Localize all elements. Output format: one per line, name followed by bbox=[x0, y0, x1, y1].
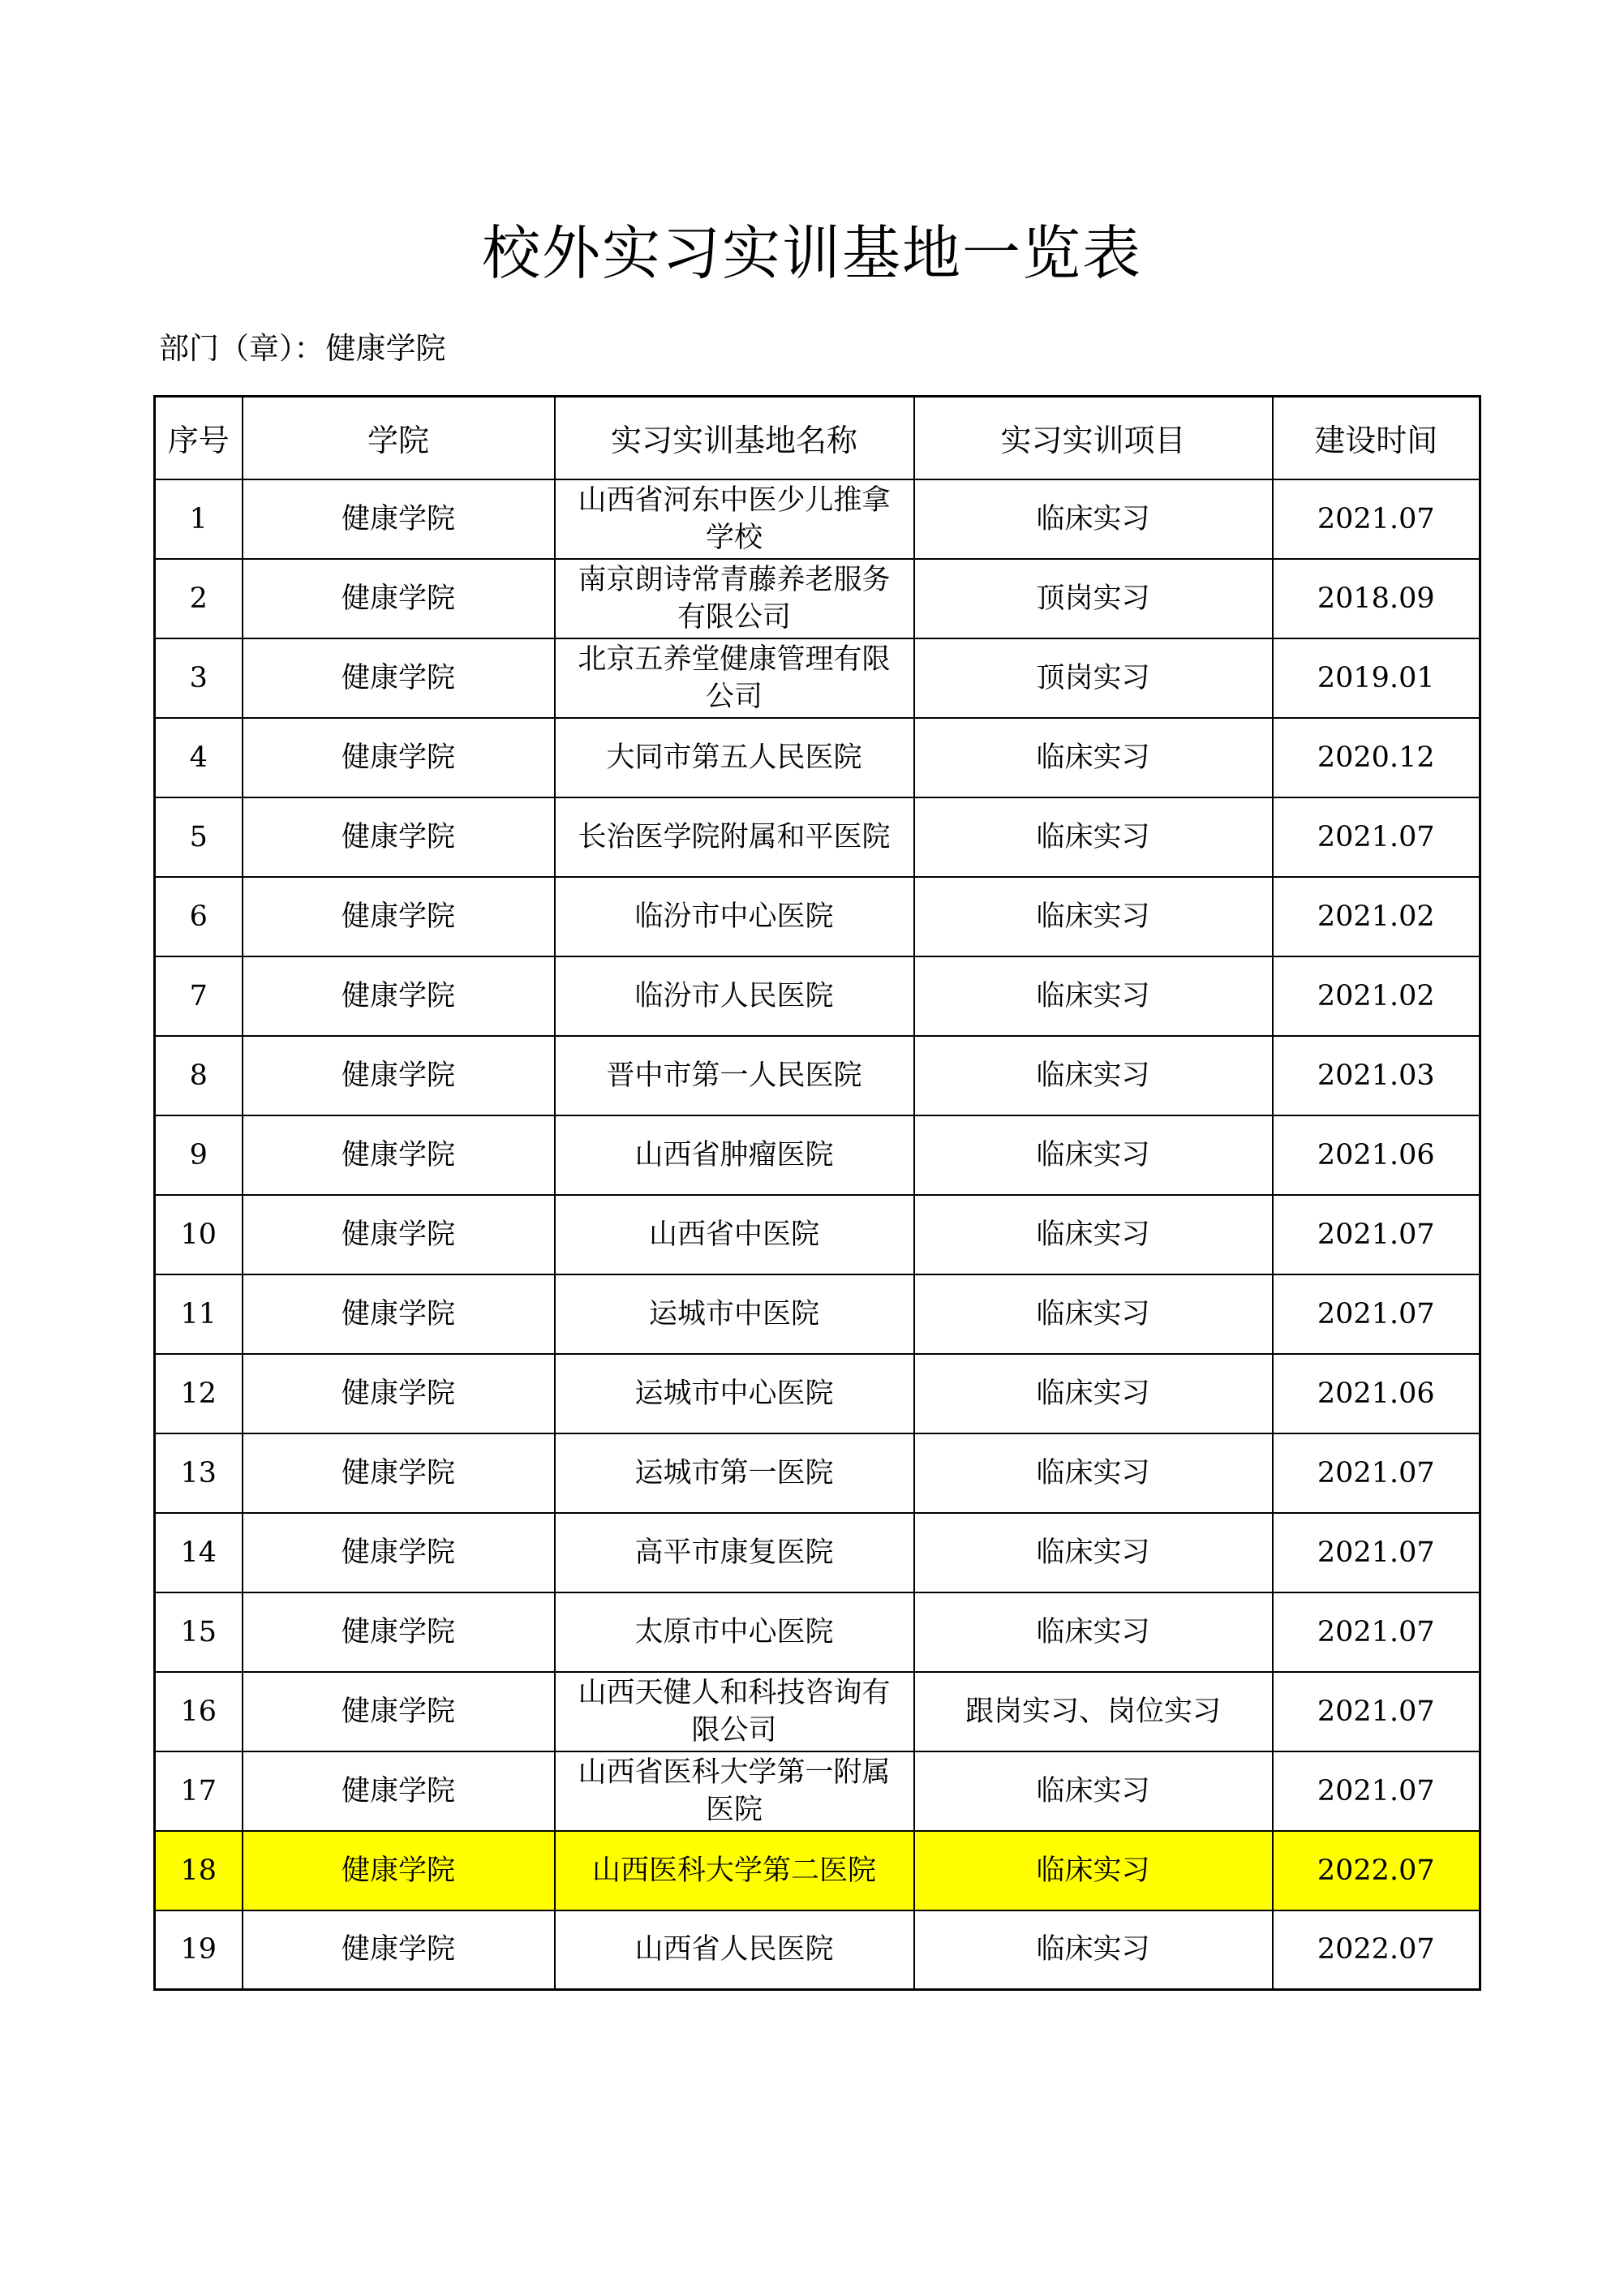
cell-project: 临床实习 bbox=[914, 1274, 1273, 1354]
cell-project: 跟岗实习、岗位实习 bbox=[914, 1672, 1273, 1751]
table-body bbox=[155, 479, 1480, 1990]
cell-college: 健康学院 bbox=[243, 638, 555, 718]
page-title: 校外实习实训基地一览表 bbox=[481, 219, 1142, 287]
cell-date: 2021.07 bbox=[1273, 1195, 1480, 1274]
cell-college: 健康学院 bbox=[243, 1513, 555, 1592]
cell-base-name: 山西省河东中医少儿推拿学校 bbox=[555, 479, 914, 559]
table-row bbox=[155, 1433, 1480, 1513]
cell-project: 临床实习 bbox=[914, 1195, 1273, 1274]
cell-base-name: 山西省人民医院 bbox=[555, 1910, 914, 1990]
table-row bbox=[155, 559, 1480, 638]
header-base-name: 实习实训基地名称 bbox=[555, 397, 914, 479]
header-college: 学院 bbox=[243, 397, 555, 479]
cell-date: 2021.02 bbox=[1273, 877, 1480, 956]
table-row bbox=[155, 877, 1480, 956]
cell-college: 健康学院 bbox=[243, 718, 555, 797]
cell-college: 健康学院 bbox=[243, 797, 555, 877]
cell-no: 14 bbox=[155, 1513, 243, 1592]
table-row bbox=[155, 1036, 1480, 1115]
cell-no: 6 bbox=[155, 877, 243, 956]
cell-college: 健康学院 bbox=[243, 1274, 555, 1354]
cell-base-name: 山西天健人和科技咨询有限公司 bbox=[555, 1672, 914, 1751]
cell-project: 临床实习 bbox=[914, 956, 1273, 1036]
cell-college: 健康学院 bbox=[243, 559, 555, 638]
cell-project: 临床实习 bbox=[914, 1592, 1273, 1672]
cell-base-name: 晋中市第一人民医院 bbox=[555, 1036, 914, 1115]
cell-date: 2021.06 bbox=[1273, 1354, 1480, 1433]
cell-project: 临床实习 bbox=[914, 1513, 1273, 1592]
cell-college: 健康学院 bbox=[243, 479, 555, 559]
cell-date: 2021.07 bbox=[1273, 479, 1480, 559]
cell-date: 2020.12 bbox=[1273, 718, 1480, 797]
table-row bbox=[155, 638, 1480, 718]
table-header-row bbox=[155, 397, 1480, 479]
cell-base-name: 南京朗诗常青藤养老服务有限公司 bbox=[555, 559, 914, 638]
cell-project: 顶岗实习 bbox=[914, 559, 1273, 638]
table-row bbox=[155, 1672, 1480, 1751]
table-row bbox=[155, 1831, 1480, 1910]
cell-no: 16 bbox=[155, 1672, 243, 1751]
header-project: 实习实训项目 bbox=[914, 397, 1273, 479]
header-no: 序号 bbox=[155, 397, 243, 479]
cell-base-name: 山西医科大学第二医院 bbox=[555, 1831, 914, 1910]
department-label: 部门（章）： bbox=[159, 331, 324, 366]
department-value: 健康学院 bbox=[325, 331, 446, 366]
cell-base-name: 高平市康复医院 bbox=[555, 1513, 914, 1592]
cell-date: 2022.07 bbox=[1273, 1910, 1480, 1990]
cell-project: 临床实习 bbox=[914, 1115, 1273, 1195]
cell-base-name: 大同市第五人民医院 bbox=[555, 718, 914, 797]
department-line bbox=[159, 326, 446, 372]
cell-base-name: 山西省医科大学第一附属医院 bbox=[555, 1751, 914, 1831]
cell-college: 健康学院 bbox=[243, 1433, 555, 1513]
cell-no: 17 bbox=[155, 1751, 243, 1831]
table-row bbox=[155, 1513, 1480, 1592]
cell-no: 19 bbox=[155, 1910, 243, 1990]
cell-date: 2022.07 bbox=[1273, 1831, 1480, 1910]
cell-no: 3 bbox=[155, 638, 243, 718]
cell-date: 2021.07 bbox=[1273, 1433, 1480, 1513]
table-row bbox=[155, 1195, 1480, 1274]
table-row bbox=[155, 479, 1480, 559]
cell-college: 健康学院 bbox=[243, 1592, 555, 1672]
cell-date: 2021.07 bbox=[1273, 797, 1480, 877]
cell-college: 健康学院 bbox=[243, 1831, 555, 1910]
cell-base-name: 山西省中医院 bbox=[555, 1195, 914, 1274]
cell-date: 2021.06 bbox=[1273, 1115, 1480, 1195]
cell-project: 临床实习 bbox=[914, 718, 1273, 797]
cell-no: 1 bbox=[155, 479, 243, 559]
cell-project: 临床实习 bbox=[914, 877, 1273, 956]
cell-date: 2018.09 bbox=[1273, 559, 1480, 638]
cell-college: 健康学院 bbox=[243, 1036, 555, 1115]
cell-no: 4 bbox=[155, 718, 243, 797]
cell-base-name: 临汾市中心医院 bbox=[555, 877, 914, 956]
cell-college: 健康学院 bbox=[243, 1910, 555, 1990]
cell-no: 10 bbox=[155, 1195, 243, 1274]
table-row bbox=[155, 797, 1480, 877]
cell-date: 2021.07 bbox=[1273, 1672, 1480, 1751]
cell-no: 11 bbox=[155, 1274, 243, 1354]
cell-base-name: 运城市第一医院 bbox=[555, 1433, 914, 1513]
cell-date: 2021.07 bbox=[1273, 1592, 1480, 1672]
table-row bbox=[155, 1354, 1480, 1433]
cell-project: 顶岗实习 bbox=[914, 638, 1273, 718]
cell-base-name: 山西省肿瘤医院 bbox=[555, 1115, 914, 1195]
cell-no: 13 bbox=[155, 1433, 243, 1513]
cell-base-name: 临汾市人民医院 bbox=[555, 956, 914, 1036]
cell-no: 12 bbox=[155, 1354, 243, 1433]
cell-project: 临床实习 bbox=[914, 1910, 1273, 1990]
table-row bbox=[155, 718, 1480, 797]
cell-project: 临床实习 bbox=[914, 1036, 1273, 1115]
cell-date: 2019.01 bbox=[1273, 638, 1480, 718]
table-row bbox=[155, 1751, 1480, 1831]
cell-base-name: 太原市中心医院 bbox=[555, 1592, 914, 1672]
cell-college: 健康学院 bbox=[243, 956, 555, 1036]
cell-base-name: 北京五养堂健康管理有限公司 bbox=[555, 638, 914, 718]
cell-base-name: 运城市中心医院 bbox=[555, 1354, 914, 1433]
table-row bbox=[155, 1274, 1480, 1354]
cell-college: 健康学院 bbox=[243, 1672, 555, 1751]
cell-date: 2021.03 bbox=[1273, 1036, 1480, 1115]
cell-college: 健康学院 bbox=[243, 1354, 555, 1433]
cell-college: 健康学院 bbox=[243, 1751, 555, 1831]
table-row bbox=[155, 1115, 1480, 1195]
cell-project: 临床实习 bbox=[914, 1433, 1273, 1513]
cell-no: 8 bbox=[155, 1036, 243, 1115]
cell-date: 2021.07 bbox=[1273, 1274, 1480, 1354]
cell-no: 18 bbox=[155, 1831, 243, 1910]
cell-project: 临床实习 bbox=[914, 479, 1273, 559]
table-row bbox=[155, 956, 1480, 1036]
cell-project: 临床实习 bbox=[914, 1831, 1273, 1910]
header-date: 建设时间 bbox=[1273, 397, 1480, 479]
cell-project: 临床实习 bbox=[914, 1751, 1273, 1831]
cell-college: 健康学院 bbox=[243, 1115, 555, 1195]
cell-date: 2021.02 bbox=[1273, 956, 1480, 1036]
cell-college: 健康学院 bbox=[243, 1195, 555, 1274]
cell-project: 临床实习 bbox=[914, 1354, 1273, 1433]
cell-project: 临床实习 bbox=[914, 797, 1273, 877]
practice-base-table bbox=[153, 395, 1481, 1991]
table-row bbox=[155, 1910, 1480, 1990]
cell-base-name: 长治医学院附属和平医院 bbox=[555, 797, 914, 877]
cell-no: 7 bbox=[155, 956, 243, 1036]
cell-college: 健康学院 bbox=[243, 877, 555, 956]
cell-date: 2021.07 bbox=[1273, 1513, 1480, 1592]
cell-no: 2 bbox=[155, 559, 243, 638]
cell-no: 5 bbox=[155, 797, 243, 877]
cell-base-name: 运城市中医院 bbox=[555, 1274, 914, 1354]
table-row bbox=[155, 1592, 1480, 1672]
cell-no: 9 bbox=[155, 1115, 243, 1195]
cell-no: 15 bbox=[155, 1592, 243, 1672]
cell-date: 2021.07 bbox=[1273, 1751, 1480, 1831]
